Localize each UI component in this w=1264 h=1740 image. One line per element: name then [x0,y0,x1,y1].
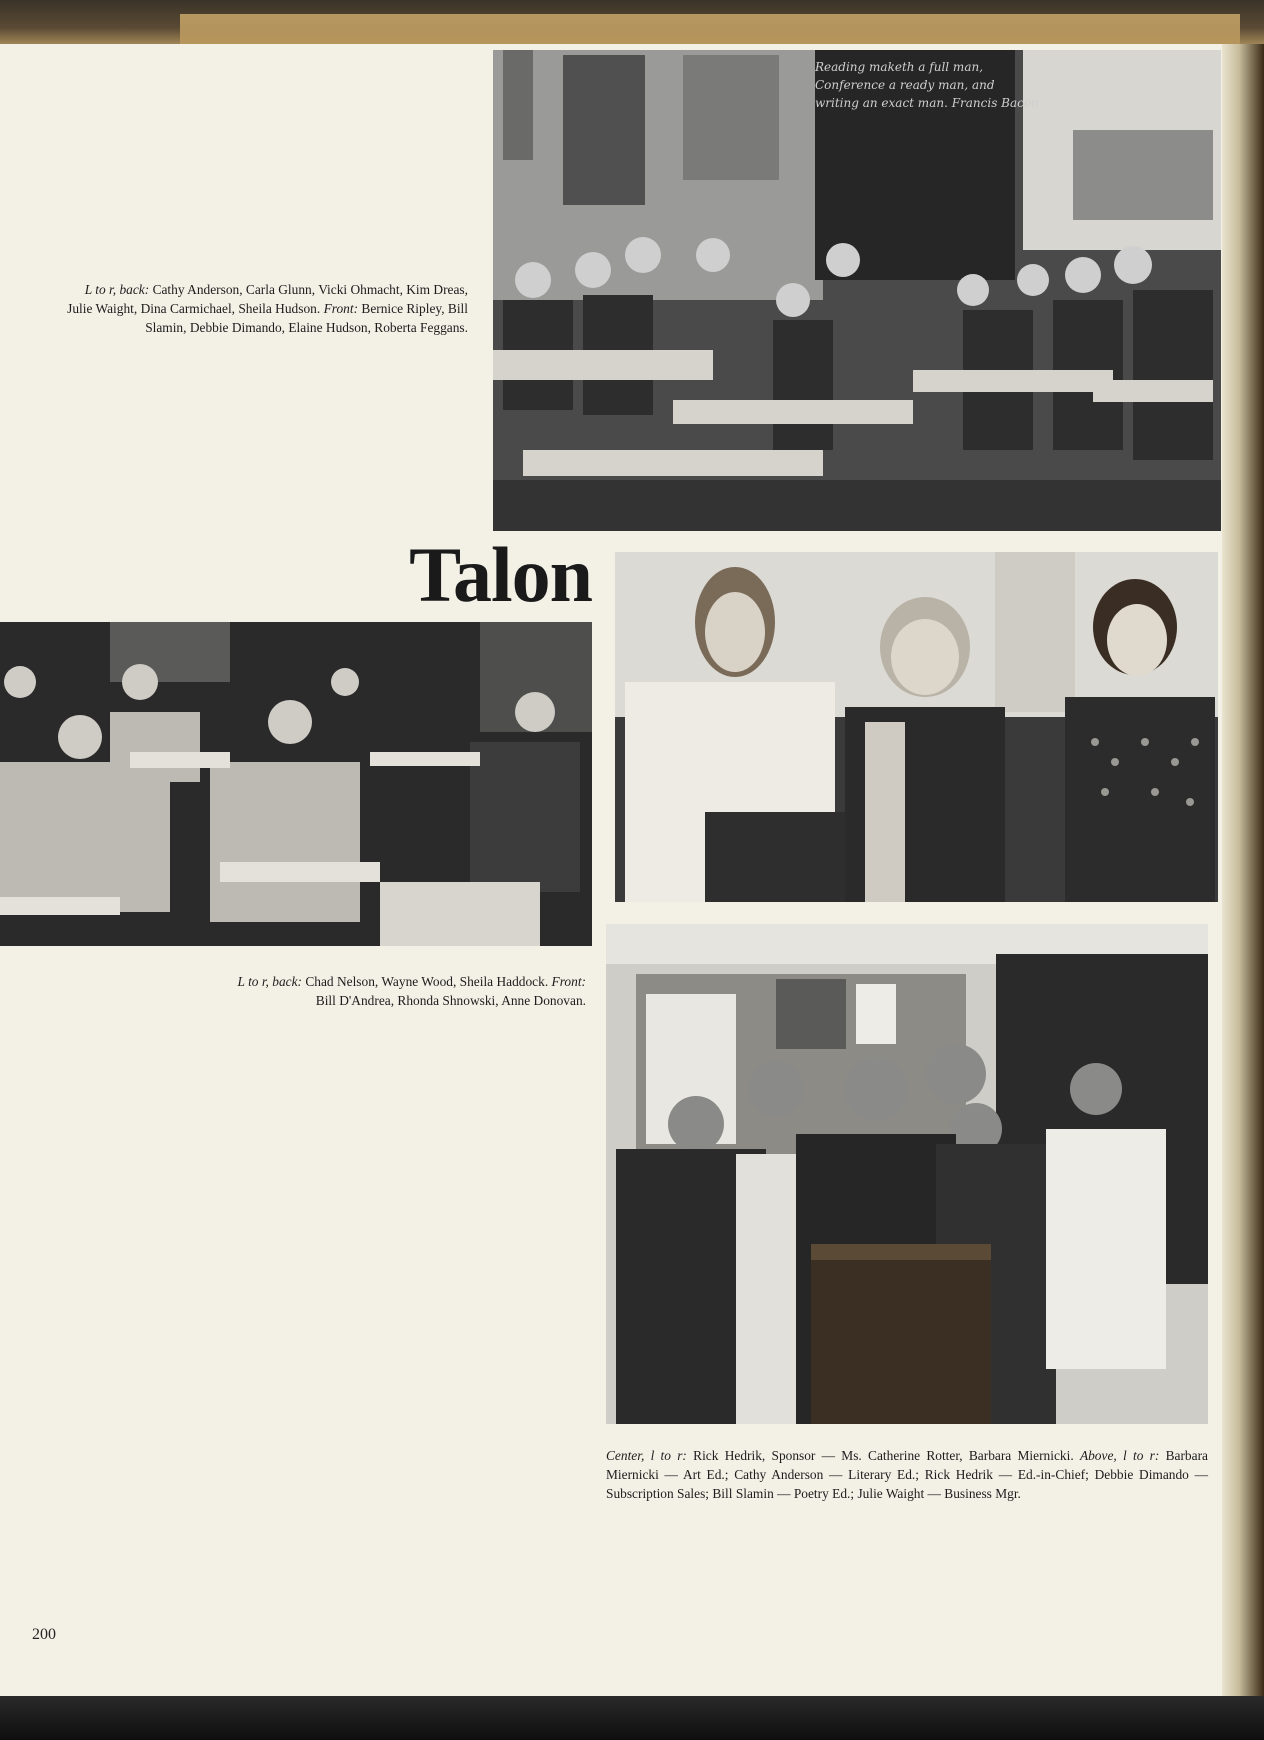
page-title: Talon [409,531,592,618]
caption-top-prefix: L to r, back: [84,282,150,297]
caption-middle-front-label: Front: [551,974,586,989]
chalkboard-text: Reading maketh a full man, Conference a ready man, and writing an exact man. Francis Bacon [815,60,1039,110]
photo-second-image [0,622,592,946]
photo-second-group [0,622,592,946]
photo-staff [606,924,1208,1424]
caption-top-front: Bernice Ripley, Bill Slamin, Debbie Dimando, Elaine Hudson, Roberta Feggans. [145,301,468,335]
caption-top-group [60,280,468,337]
book-bottom-edge [0,1696,1264,1740]
photo-sponsor-image [615,552,1218,902]
caption-middle-group [222,972,586,1010]
photo-staff-image [606,924,1208,1424]
caption-staff-center: Rick Hedrik, Sponsor — Ms. Catherine Rotter, Barbara Miernicki. [693,1448,1074,1463]
caption-middle-back: Chad Nelson, Wayne Wood, Sheila Haddock. [305,974,549,989]
page-gutter [1222,44,1264,1696]
caption-staff-center-label: Center, l to r: [606,1448,687,1463]
caption-top-front-label: Front: [323,301,359,316]
caption-middle-front: Bill D'Andrea, Rhonda Shnowski, Anne Donovan. [315,993,586,1008]
photo-classroom-group [493,50,1221,531]
caption-staff-above: Barbara Miernicki — Art Ed.; Cathy Anderson — Literary Ed.; Rick Hedrik — Ed.-in-Chief; Debbie Dimando — Subscription Sales; Bill Slamin — Poetry Ed.; Julie Waight — Business Mgr. [606,1448,1208,1501]
photo-sponsor-center [615,552,1218,902]
caption-middle-prefix: L to r, back: [237,974,302,989]
photo-classroom-image [493,50,1221,531]
chalkboard-quote [815,58,1040,112]
caption-top-back: Cathy Anderson, Carla Glunn, Vicki Ohmacht, Kim Dreas, Julie Waight, Dina Carmichael, Sheila Hudson. [67,282,468,316]
caption-staff [606,1446,1208,1503]
caption-staff-above-label: Above, l to r: [1079,1448,1160,1463]
page-number: 200 [32,1626,56,1643]
